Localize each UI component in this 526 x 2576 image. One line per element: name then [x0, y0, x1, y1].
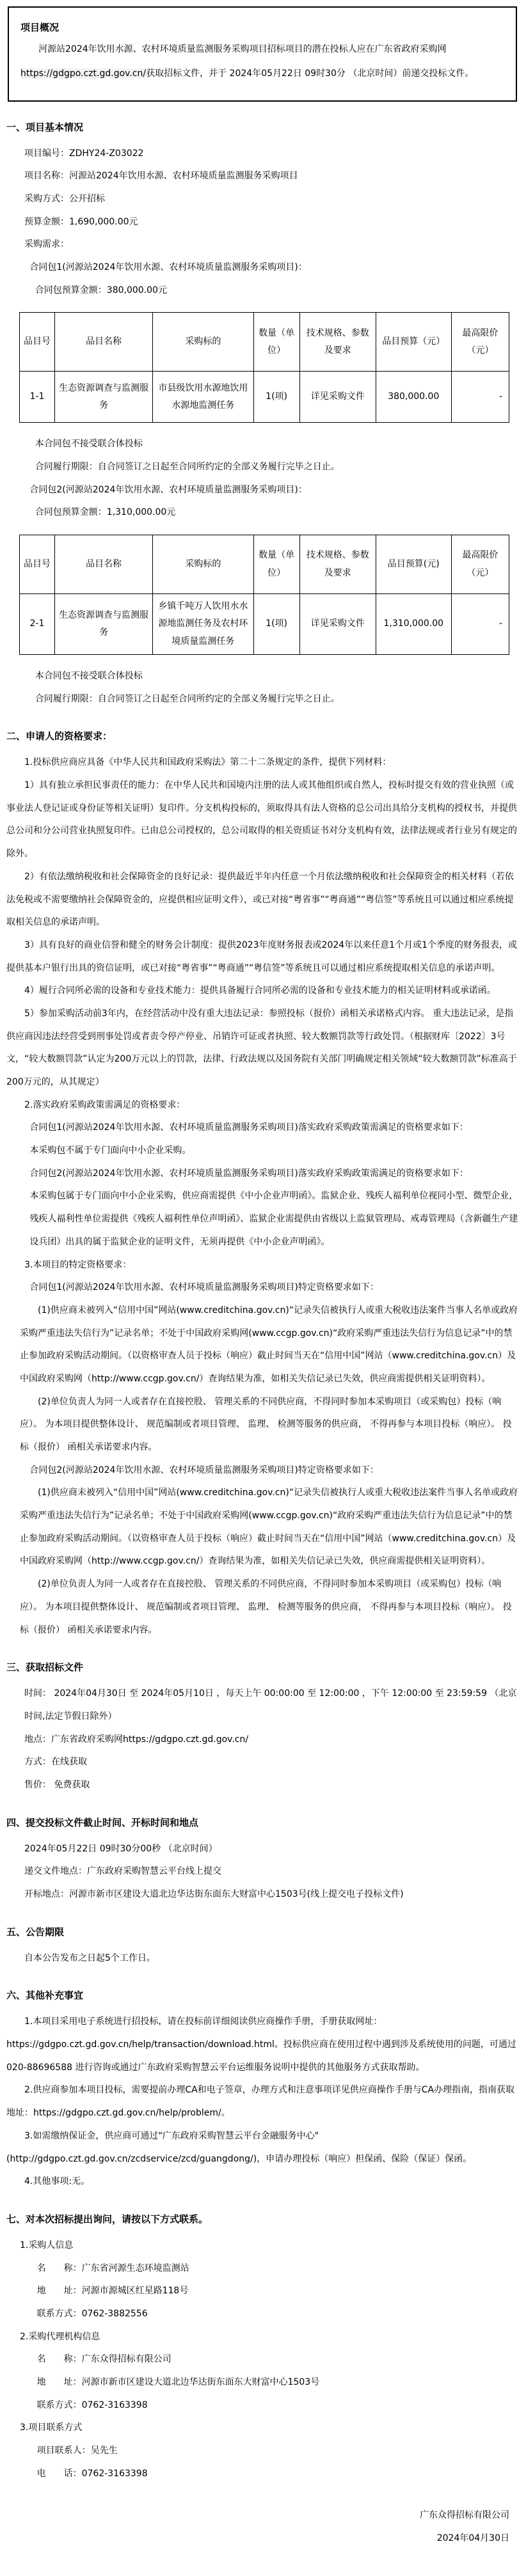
qualification-intro: 1.投标供应商应具备《中华人民共和国政府采购法》第二十二条规定的条件，提供下列材料：	[24, 757, 392, 768]
specific-pkg2-title: 合同包2(河源站2024年饮用水源、农村环境质量监测服务采购项目)特定资格要求如下：	[29, 1465, 379, 1475]
doc-place-line: 地点：广东省政府采购网https://gdgpo.czt.gd.gov.cn/	[24, 1734, 249, 1745]
announcement-period: 自本公告发布之日起5个工作日。	[24, 1952, 155, 1963]
section6-heading: 六、其他补充事宜	[6, 1990, 84, 2002]
agency-contact: 联系方式：0762-3163398	[36, 2399, 148, 2410]
buyer-address: 地 址：河源市源城区红星路118号	[36, 2286, 189, 2297]
overview-text-prefix: 河源站2024年饮用水源、农村环境质量监测服务采购项目招标项目的潜在投标人应在广东省政府采购网	[38, 44, 447, 54]
procurement-method: 采购方式：公开招标	[24, 193, 105, 204]
overview-body	[20, 38, 504, 86]
col-price-limit: 最高限价（元）	[451, 313, 509, 372]
col-subject: 采购标的	[153, 313, 254, 372]
policy-pkg1-body: 本采购包不属于专门面向中小企业采购。	[29, 1145, 191, 1156]
supplement-item-3: 3.如需缴纳保证金，供应商可通过"广东政府采购智慧云平台金融服务中心"(http://gdgpo.czt.gd.gov.cn/zcdservice/zcd/guangdong/)，申请办理投标（响应）担保函、保险（保证）保函。	[6, 2130, 472, 2164]
package2-title: 合同包2(河源站2024年饮用水源、农村环境质量监测服务采购项目)：	[29, 484, 307, 495]
col-quantity: 数量（单位）	[253, 535, 299, 594]
cell-budget: 380,000.00	[376, 372, 451, 423]
policy-pkg1-title: 合同包1(河源站2024年饮用水源、农村环境质量监测服务采购项目)落实政府采购政策需满足的资格要求如下：	[29, 1122, 468, 1133]
specific-pkg2-item-1: (1)供应商未被列入“信用中国”网站(www.creditchina.gov.cn)“记录失信被执行人或重大税收违法案件当事人名单或政府采购严重违法失信行为”记录名单；不处于中国政府采购网(www.ccgp.gov.cn)“政府采购严重违法失信行为信息记录”中的禁止参加政府采购活动期间。（以资格审查人员于投标（响应）截止时间当天在“信用中国”网站（www.creditchina.gov.cn）及中国政府采购网（http://www.ccgp.gov.cn/）查询结果为准，如相关失信记录已失效，供应商需提供相关证明资料）。	[20, 1488, 518, 1567]
signature-company: 广东众得招标有限公司	[420, 2510, 509, 2521]
specific-pkg1-title: 合同包1(河源站2024年饮用水源、农村环境质量监测服务采购项目)特定资格要求如下：	[29, 1282, 379, 1293]
section5-heading: 五、公告期限	[6, 1926, 65, 1938]
cell-price-limit: -	[451, 594, 509, 655]
col-spec: 技术规格、参数及要求	[299, 313, 376, 372]
doc-time-line: 时间： 2024年04月30日 至 2024年05月10日 ，每天上午 00:00:00 至 12:00:00 ，下午 12:00:00 至 23:59:59 （北京时间,法定节假日除外）	[24, 1688, 517, 1722]
submission-place: 递交文件地点：广东政府采购智慧云平台线上提交	[24, 1866, 221, 1877]
bid-opening-place: 开标地点：河源市新市区建设大道北边华达街东面东大财富中心1503号(线上提交电子投标文件)	[24, 1889, 404, 1900]
agency-address: 地 址：河源市新市区建设大道北边华达街东面东大财富中心1503号	[36, 2377, 320, 2388]
col-budget: 品目预算(元)	[376, 535, 451, 594]
package2-note-consortium: 本合同包不接受联合体投标	[35, 671, 143, 682]
project-contact-phone: 电 话：0762-3163398	[36, 2468, 148, 2479]
buyer-name: 名 称：广东省河源生态环境监测站	[36, 2263, 189, 2274]
cell-subject: 市县级饮用水源地饮用水源地监测任务	[153, 372, 254, 423]
col-budget: 品目预算（元）	[376, 313, 451, 372]
cell-price-limit: -	[451, 372, 509, 423]
section7-heading: 七、对本次招标提出询问，请按以下方式联系。	[6, 2213, 209, 2225]
qualification-item-2: 2）有依法缴纳税收和社会保障资金的良好记录：提供最近半年内任意一个月依法缴纳税收和社会保障资金的相关材料（若依法免税或不需要缴纳社会保障资金的，应提供相应证明文件），或已对接“粤省事”“粤商通”“粤信签”等系统且可以通过相应系统提取相关信息的承诺声明。	[6, 871, 514, 928]
doc-method-line: 方式：在线获取	[24, 1757, 87, 1768]
cell-budget: 1,310,000.00	[376, 594, 451, 655]
qualification-item-1: 1）具有独立承担民事责任的能力：在中华人民共和国境内注册的法人或其他组织或自然人，投标时提交有效的营业执照（或事业法人登记证或身份证等相关证明）复印件。分支机构投标的，须取得具有法人资格的总公司出具给分支机构的授权书，并提供总公司和分公司营业执照复印件。已由总公司授权的，总公司取得的相关资质证书对分支机构有效，法律法规或者行业另有规定的除外。	[6, 780, 517, 860]
qualification-item-5: 5）参加采购活动前3年内，在经营活动中没有重大违法记录：参照投标（报价）函相关承诺格式内容。 重大违法记录，是指供应商因违法经营受到刑事处罚或者责令停产停业、吊销许可证或者执照、较大数额罚款等行政处罚。（根据财库〔2022〕3号文，“较大数额罚款”认定为200万元以上的罚款，法律、行政法规以及国务院有关部门明确规定相关领域“较大数额罚款”标准高于200万元的，从其规定）	[6, 1008, 517, 1088]
agency-info-title: 2.采购代理机构信息	[20, 2331, 100, 2342]
specific-pkg1-item-1: (1)供应商未被列入“信用中国”网站(www.creditchina.gov.cn)“记录失信被执行人或重大税收违法案件当事人名单或政府采购严重违法失信行为”记录名单；不处于中国政府采购网(www.ccgp.gov.cn)“政府采购严重违法失信行为信息记录”中的禁止参加政府采购活动期间。（以资格审查人员于投标（响应）截止时间当天在“信用中国”网站（www.creditchina.gov.cn）及中国政府采购网（http://www.ccgp.gov.cn/）查询结果为准，如相关失信记录已失效，供应商需提供相关证明资料）。	[20, 1305, 518, 1384]
package2-items-table	[19, 535, 509, 655]
cell-spec: 详见采购文件	[299, 372, 376, 423]
package2-note-duration: 合同履行期限：自合同签订之日起至合同所约定的全部义务履行完毕之日止。	[35, 693, 340, 704]
col-item-name: 品目名称	[55, 313, 153, 372]
table-row	[20, 594, 509, 655]
cell-item-no: 1-1	[20, 372, 55, 423]
col-item-no: 品目号	[20, 535, 55, 594]
agency-name: 名 称：广东众得招标有限公司	[36, 2354, 171, 2365]
overview-text-suffix: 获取招标文件，并于 2024年05月22日 09时30分 （北京时间）前递交投标文件。	[146, 68, 474, 79]
signature-date: 2024年04月30日	[436, 2533, 509, 2544]
policy-pkg2-title: 合同包2(河源站2024年饮用水源、农村环境质量监测服务采购项目)落实政府采购政策需满足的资格要求如下：	[29, 1168, 468, 1179]
supplement-item-1: 1.本项目采用电子系统进行招投标，请在投标前详细阅读供应商操作手册，手册获取网址：https://gdgpo.czt.gd.gov.cn/help/transaction/download.html。投标供应商在使用过程中遇到涉及系统使用的问题，可通过020-88696588 进行咨询或通过广东政府采购智慧云平台运维服务说明中提供的其他服务方式获取帮助。	[6, 2016, 516, 2073]
table-header-row	[20, 535, 509, 594]
procurement-site-link[interactable]: https://gdgpo.czt.gd.gov.cn/	[20, 68, 147, 79]
col-spec: 技术规格、参数及要求	[299, 535, 376, 594]
signature-block	[6, 2504, 509, 2550]
package1-items-table	[19, 312, 509, 423]
cell-quantity: 1(项)	[253, 372, 299, 423]
specific-requirements-title: 3.本项目的特定资格要求：	[24, 1259, 132, 1270]
project-contact-title: 3.项目联系方式	[20, 2423, 83, 2433]
cell-item-name: 生态资源调查与监测服务	[55, 372, 153, 423]
budget-amount: 预算金额：1,690,000.00元	[24, 216, 138, 227]
section4-heading: 四、提交投标文件截止时间、开标时间和地点	[6, 1816, 199, 1828]
project-name: 项目名称：河源站2024年饮用水源、农村环境质量监测服务采购项目	[24, 171, 298, 182]
col-item-no: 品目号	[20, 313, 55, 372]
specific-pkg1-item-2: (2)单位负责人为同一人或者存在直接控股、 管理关系的不同供应商，不得同时参加本采购项目（或采购包）投标（响应）。 为本项目提供整体设计、 规范编制或者项目管理、 监理、 检测等服务的供应商， 不得再参与本项目投标（响应）。 投标（报价） 函相关承诺要求内容。	[20, 1396, 512, 1453]
overview-title: 项目概况	[20, 22, 60, 33]
submission-deadline: 2024年05月22日 09时30分00秒 （北京时间）	[24, 1843, 218, 1854]
policy-pkg2-body: 本采购包属于专门面向中小企业采购，供应商需提供《中小企业声明函》。监狱企业、残疾人福利单位视同小型、微型企业，残疾人福利性单位需提供《残疾人福利性单位声明函》、监狱企业需提供由省级以上监狱管理局、戒毒管理局（含新疆生产建设兵团）出具的属于监狱企业的证明文件，无须再提供《中小企业声明函》。	[29, 1191, 518, 1247]
package1-budget: 合同包预算金额：380,000.00元	[35, 285, 167, 295]
cell-subject: 乡镇千吨万人饮用水水源地监测任务及农村环境质量监测任务	[153, 594, 254, 655]
package1-title: 合同包1(河源站2024年饮用水源、农村环境质量监测服务采购项目)：	[29, 262, 307, 273]
col-item-name: 品目名称	[55, 535, 153, 594]
package2-budget: 合同包预算金额：1,310,000.00元	[35, 507, 176, 518]
cell-spec: 详见采购文件	[299, 594, 376, 655]
doc-price-line: 售价： 免费获取	[24, 1779, 90, 1790]
project-overview-box	[8, 6, 517, 102]
supplement-item-2: 2.供应商参加本项目投标，需要提前办理CA和电子签章，办理方式和注意事项详见供应商操作手册与CA办理指南，指南获取地址：https://gdgpo.czt.gd.gov.cn/help/problem/。	[6, 2085, 515, 2119]
qualification-item-3: 3）具有良好的商业信誉和健全的财务会计制度：提供2023年度财务报表或2024年以来任意1个月或1个季度的财务报表，或提供基本户银行出具的资信证明，或已对接“粤省事”“粤商通”“粤信签”等系统且可以通过相应系统提取相关信息的承诺声明。	[6, 939, 517, 973]
section1-heading: 一、项目基本情况	[6, 121, 84, 133]
section3-heading: 三、获取招标文件	[6, 1661, 84, 1674]
project-contact-person: 项目联系人：吴先生	[36, 2446, 118, 2456]
supplement-item-4: 4.其他事项:无。	[24, 2176, 90, 2187]
specific-pkg2-item-2: (2)单位负责人为同一人或者存在直接控股、 管理关系的不同供应商，不得同时参加本采购项目（或采购包）投标（响应）。 为本项目提供整体设计、 规范编制或者项目管理、 监理、 检测等服务的供应商， 不得再参与本项目投标（响应）。 投标（报价） 函相关承诺要求内容。	[20, 1579, 512, 1635]
col-quantity: 数量（单位）	[253, 313, 299, 372]
section2-heading: 二、申请人的资格要求：	[6, 730, 113, 742]
demand-label: 采购需求：	[24, 239, 69, 250]
project-number: 项目编号：ZDHY24-Z03022	[24, 148, 144, 159]
cell-item-name: 生态资源调查与监测服务	[55, 594, 153, 655]
buyer-contact: 联系方式：0762-3882556	[36, 2308, 148, 2319]
table-row	[20, 372, 509, 423]
col-price-limit: 最高限价（元）	[451, 535, 509, 594]
col-subject: 采购标的	[153, 535, 254, 594]
cell-quantity: 1(项)	[253, 594, 299, 655]
package1-note-consortium: 本合同包不接受联合体投标	[35, 439, 143, 450]
cell-item-no: 2-1	[20, 594, 55, 655]
policy-requirements-title: 2.落实政府采购政策需满足的资格要求：	[24, 1099, 186, 1110]
buyer-info-title: 1.采购人信息	[20, 2240, 74, 2250]
table-header-row	[20, 313, 509, 372]
qualification-item-4: 4）履行合同所必需的设备和专业技术能力：提供具备履行合同所必需的设备和专业技术能力的相关证明材料或承诺函。	[24, 986, 496, 996]
package1-note-duration: 合同履行期限：自合同签订之日起至合同所约定的全部义务履行完毕之日止。	[35, 462, 340, 473]
